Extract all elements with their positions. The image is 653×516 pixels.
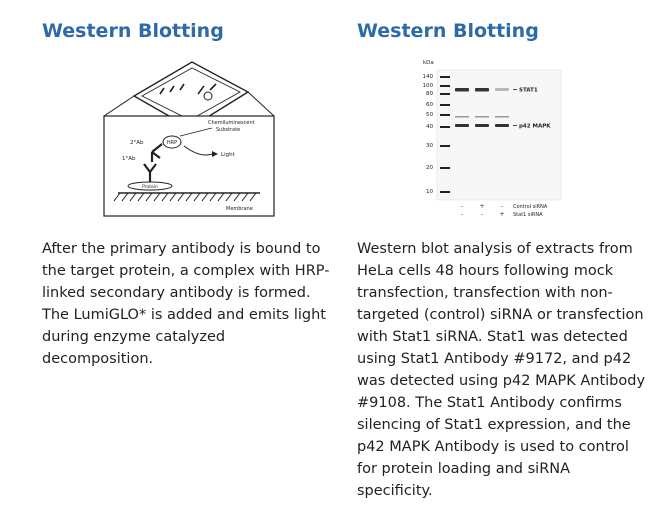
marker-40: 40 [426,124,433,130]
stat1-sirna-label: Stat1 siRNA [513,212,543,218]
hrp-label: HRP [166,140,178,146]
control-sirna-label: Control siRNA [513,204,548,210]
stat1-sign-1: - [460,211,464,218]
p42-mapk-label: p42 MAPK [519,123,551,130]
kda-label: kDa [423,60,434,66]
secondary-ab-label: 2°Ab [130,140,144,146]
marker-140: 140 [422,74,433,80]
protein-label: Protein [142,185,158,190]
marker-20: 20 [426,165,433,171]
control-sign-3: - [500,203,504,210]
western-blot-schematic [100,58,400,218]
detail-box [104,116,274,216]
chemi-label-2: Substrate [216,127,241,133]
control-signs [461,203,503,210]
nonspecific-bands [455,116,509,118]
stat1-sign-2: - [480,211,484,218]
left-heading: Western Blotting [42,20,224,42]
control-sign-2: + [479,203,485,210]
membrane-label: Membrane [226,206,253,212]
marker-10: 10 [426,189,433,195]
right-description: Western blot analysis of extracts from HeLa cells 48 hours following mock transfection, transfection with non-targeted (control) siRNA or transfection with Stat1 siRNA. Stat1 was detected using Stat1 Antibody #9172, and p42 was detected using p42 MAPK Antibody #9108. The Stat1 Antibody confirms silencing of Stat1 expression, and the p42 MAPK Antibody is used to control for protein loading and siRNA specificity. [357,241,646,499]
marker-labels [423,74,434,195]
stat1-bands [455,88,509,92]
right-heading: Western Blotting [357,20,539,42]
marker-30: 30 [426,143,433,149]
light-label: Light [221,152,235,158]
control-sign-1: - [460,203,464,210]
primary-ab-label: 1°Ab [122,156,136,162]
left-description: After the primary antibody is bound to the target protein, a complex with HRP-linked secondary antibody is formed. The LumiGLO* is added and emits light during enzyme catalyzed decomposition. [42,241,330,367]
marker-60: 60 [426,102,433,108]
marker-100: 100 [422,83,433,89]
chemi-label-1: Chemiluminescent [208,120,255,126]
western-blot-image [413,58,613,223]
stat1-signs [461,211,505,218]
marker-50: 50 [426,112,433,118]
marker-80: 80 [426,91,433,97]
stat1-sign-3: + [499,211,505,218]
stat1-label: STAT1 [519,87,538,94]
p42-bands [455,124,509,127]
